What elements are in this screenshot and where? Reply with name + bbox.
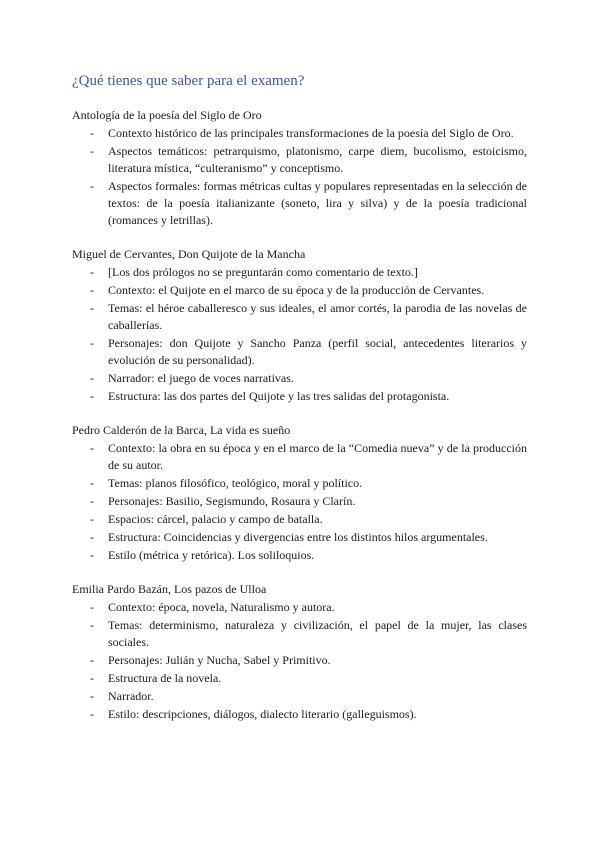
section-la-vida-es-sueno xyxy=(72,422,527,564)
list-item: - Temas: el héroe caballeresco y sus ideales, el amor cortés, la parodia de las novelas de caballerías. xyxy=(72,300,527,334)
section-don-quijote xyxy=(72,246,527,405)
list-item: - Estructura: las dos partes del Quijote y las tres salidas del protagonista. xyxy=(72,388,527,405)
section-heading: Miguel de Cervantes, Don Quijote de la Mancha xyxy=(72,247,306,261)
document-page xyxy=(72,72,527,740)
list-item: - Estilo: descripciones, diálogos, dialecto literario (galleguismos). xyxy=(72,706,527,723)
list-item: - Estilo (métrica y retórica). Los soliloquios. xyxy=(72,547,527,564)
list-item: - Personajes: Basilio, Segismundo, Rosaura y Clarín. xyxy=(72,493,527,510)
list-item: - Contexto histórico de las principales transformaciones de la poesía del Siglo de Oro. xyxy=(72,125,527,142)
list-item: - Espacios: cárcel, palacio y campo de batalla. xyxy=(72,511,527,528)
list-item: - Temas: planos filosófico, teológico, moral y político. xyxy=(72,475,527,492)
item-list xyxy=(72,125,527,229)
page-title: ¿Qué tienes que saber para el examen? xyxy=(72,73,305,89)
item-list xyxy=(72,599,527,723)
section-los-pazos-de-ulloa xyxy=(72,581,527,723)
list-item: - Aspectos formales: formas métricas cultas y populares representadas en la selección de textos: de la poesía italianizante (soneto, lira y silva) y de la poesía tradicional (romances y letrillas). xyxy=(72,178,527,229)
list-item: - Aspectos temáticos: petrarquismo, platonismo, carpe diem, bucolismo, estoicismo, literatura mística, “culteranismo” y conceptismo. xyxy=(72,143,527,177)
list-item: - Narrador: el juego de voces narrativas. xyxy=(72,370,527,387)
section-heading: Emilia Pardo Bazán, Los pazos de Ulloa xyxy=(72,582,267,596)
item-list xyxy=(72,440,527,564)
list-item: - Narrador. xyxy=(72,688,527,705)
item-list xyxy=(72,264,527,405)
section-heading: Antología de la poesía del Siglo de Oro xyxy=(72,108,262,122)
list-item: - Contexto: el Quijote en el marco de su época y de la producción de Cervantes. xyxy=(72,282,527,299)
list-item: - Estructura: Coincidencias y divergencias entre los distintos hilos argumentales. xyxy=(72,529,527,546)
list-item: - Personajes: Julián y Nucha, Sabel y Primitivo. xyxy=(72,652,527,669)
section-heading: Pedro Calderón de la Barca, La vida es sueño xyxy=(72,423,291,437)
list-item: - Estructura de la novela. xyxy=(72,670,527,687)
section-poesia-siglo-de-oro xyxy=(72,107,527,229)
list-item: - Personajes: don Quijote y Sancho Panza (perfil social, antecedentes literarios y evolución de su personalidad). xyxy=(72,335,527,369)
list-item: - Contexto: la obra en su época y en el marco de la “Comedia nueva” y de la producción de su autor. xyxy=(72,440,527,474)
list-item: - Contexto: época, novela, Naturalismo y autora. xyxy=(72,599,527,616)
list-item: - [Los dos prólogos no se preguntarán como comentario de texto.] xyxy=(72,264,527,281)
list-item: - Temas: determinismo, naturaleza y civilización, el papel de la mujer, las clases sociales. xyxy=(72,617,527,651)
